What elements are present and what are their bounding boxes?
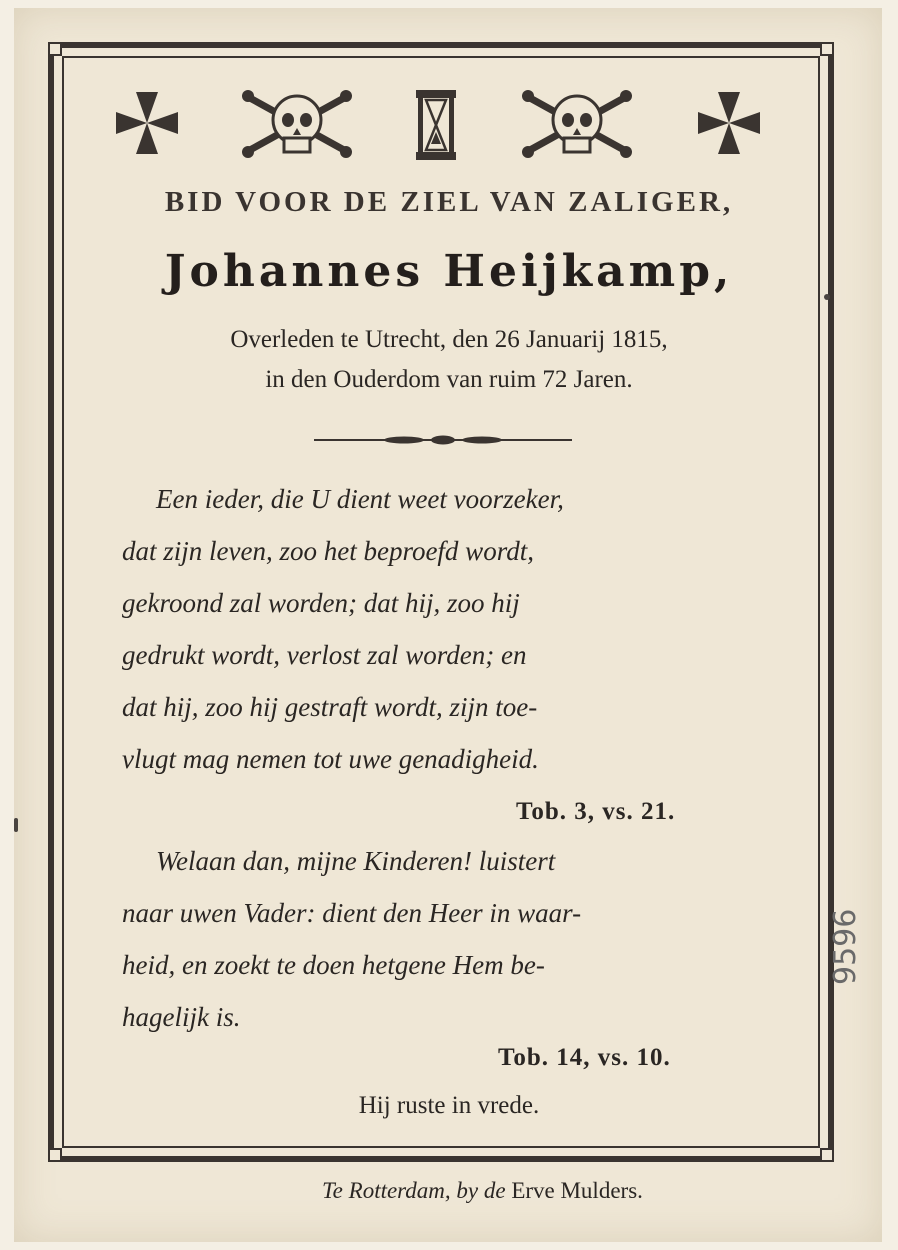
border-corner [48,1148,62,1162]
skull-crossbones-icon [240,90,354,158]
verse-line: dat hij, zoo hij gestraft wordt, zijn toe- [122,692,538,722]
verse-line: gekroond zal worden; dat hij, zoo hij [122,588,520,618]
publisher-imprint [322,1178,643,1204]
prayer-heading: BID VOOR DE ZIEL VAN ZALIGER, [164,186,734,218]
handwritten-archive-number: 9596 [828,908,863,985]
verse-line: Een ieder, die U dient weet voorzeker, [156,484,564,514]
verse-line: dat zijn leven, zoo het beproefd wordt, [122,536,534,566]
verse-line: heid, en zoekt te doen hetgene Hem be- [122,950,545,980]
cross-pattee-icon [694,88,764,158]
hourglass-icon [414,88,458,162]
verse-line: vlugt mag nemen tot uwe genadigheid. [122,744,539,774]
verse-line: gedrukt wordt, verlost zal worden; en [122,640,527,670]
paper-mark [14,818,18,832]
verse-line: hagelijk is. [122,1002,241,1032]
closing-blessing: Hij ruste in vrede. [358,1092,540,1119]
publisher-name: Erve Mulders. [511,1178,643,1203]
verse-line: Welaan dan, mijne Kinderen! luistert [156,846,556,876]
scripture-reference: Tob. 3, vs. 21. [516,798,676,825]
paper-mark [824,294,830,300]
scripture-reference: Tob. 14, vs. 10. [498,1044,671,1071]
verse-line: naar uwen Vader: dient den Heer in waar- [122,898,582,928]
age-details: in den Ouderdom van ruim 72 Jaren. [265,366,633,393]
border-corner [820,1148,834,1162]
ornamental-divider [314,432,572,448]
death-details: Overleden te Utrecht, den 26 Januarij 1815, [230,326,668,353]
border-corner [48,42,62,56]
skull-crossbones-icon [520,90,634,158]
deceased-name: Johannes Heijkamp, [164,246,734,297]
ornament-row [0,84,898,164]
cross-pattee-icon [112,88,182,158]
publisher-place: Te Rotterdam, by de [322,1178,506,1203]
border-corner [820,42,834,56]
